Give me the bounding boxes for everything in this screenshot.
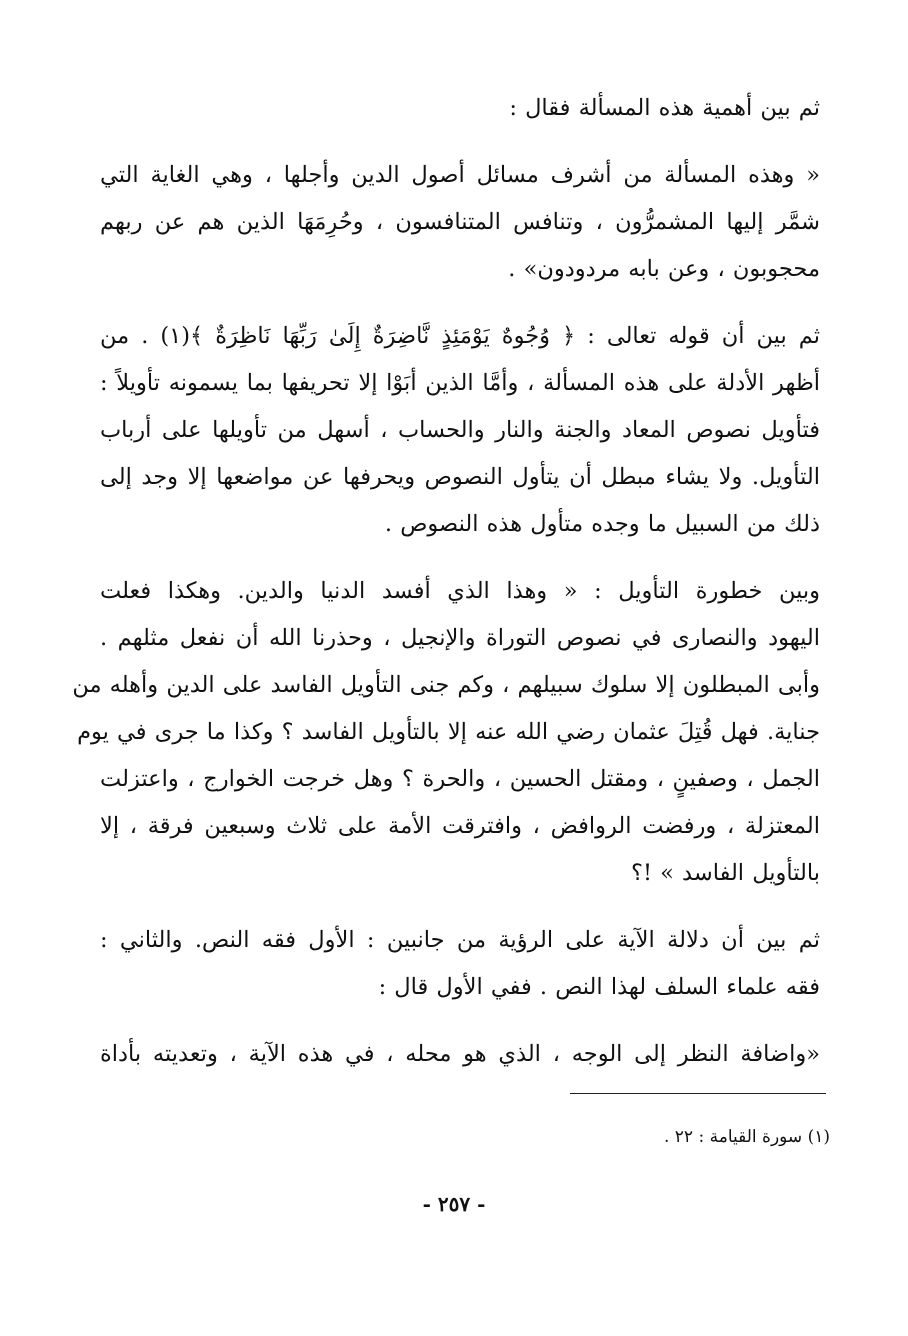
paragraph-interpretation-danger xyxy=(72,568,820,897)
footnote-divider xyxy=(570,1093,826,1094)
text-line: « وهذه المسألة من أشرف مسائل أصول الدين وأجلها ، وهي الغاية التي xyxy=(100,162,820,188)
paragraph-intro xyxy=(100,85,820,132)
text-line: المعتزلة ، ورفضت الروافض ، وافترقت الأمة على ثلاث وسبعين فرقة ، إلا xyxy=(100,813,820,839)
paragraph-first-aspect xyxy=(100,1031,820,1078)
text-line: محجوبون ، وعن بابه مردودون» . xyxy=(508,256,820,282)
text-line: شمَّر إليها المشمرُّون ، وتنافس المتنافسون ، وحُرِمَهَا الذين هم عن ربهم xyxy=(100,209,820,235)
paragraph-verse xyxy=(100,313,820,548)
text-line: وبين خطورة التأويل : « وهذا الذي أفسد الدنيا والدين. وهكذا فعلت xyxy=(100,578,820,604)
text-line: الجمل ، وصفينٍ ، ومقتل الحسين ، والحرة ؟ وهل خرجت الخوارج ، واعتزلت xyxy=(100,766,820,792)
text-line: «واضافة النظر إلى الوجه ، الذي هو محله ، في هذه الآية ، وتعديته بأداة xyxy=(100,1041,820,1067)
text-line: أظهر الأدلة على هذه المسألة ، وأمَّا الذين أبَوْا إلا تحريفها بما يسمونه تأويلاً : xyxy=(100,370,820,396)
page-number: - ٢٥٧ - xyxy=(422,1192,486,1216)
text-line: فقه علماء السلف لهذا النص . ففي الأول قال : xyxy=(378,974,820,1000)
text-line: بالتأويل الفاسد » !؟ xyxy=(631,860,820,886)
text-line: ذلك من السبيل ما وجده متأول هذه النصوص . xyxy=(384,511,820,537)
text-line: التأويل. ولا يشاء مبطل أن يتأول النصوص ويحرفها عن مواضعها إلا وجد إلى xyxy=(100,464,820,490)
text-line: ثم بين أن دلالة الآية على الرؤية من جانبين : الأول فقه النص. والثاني : xyxy=(100,927,820,953)
text-line: اليهود والنصارى في نصوص التوراة والإنجيل ، وحذرنا الله أن نفعل مثلهم . xyxy=(100,625,820,651)
text-line: ثم بين أن قوله تعالى : ﴿ وُجُوهٌ يَوْمَئِذٍ نَّاضِرَةٌ إِلَىٰ رَبِّهَا نَاظِرَةٌ ﴾(١) . من xyxy=(100,323,820,349)
text-line: وأبى المبطلون إلا سلوك سبيلهم ، وكم جنى التأويل الفاسد على الدين وأهله من xyxy=(72,672,820,698)
text-line: فتأويل نصوص المعاد والجنة والنار والحساب ، أسهل من تأويلها على أرباب xyxy=(100,417,820,443)
paragraph-two-aspects xyxy=(100,917,820,1011)
main-text xyxy=(72,85,820,1098)
text-line: جناية. فهل قُتِلَ عثمان رضي الله عنه إلا بالتأويل الفاسد ؟ وكذا ما جرى في يوم xyxy=(77,719,820,745)
footnote: (١) سورة القيامة : ٢٢ . xyxy=(663,1127,830,1147)
text-line: ثم بين أهمية هذه المسألة فقال : xyxy=(509,95,820,121)
paragraph-quote-importance xyxy=(100,152,820,293)
